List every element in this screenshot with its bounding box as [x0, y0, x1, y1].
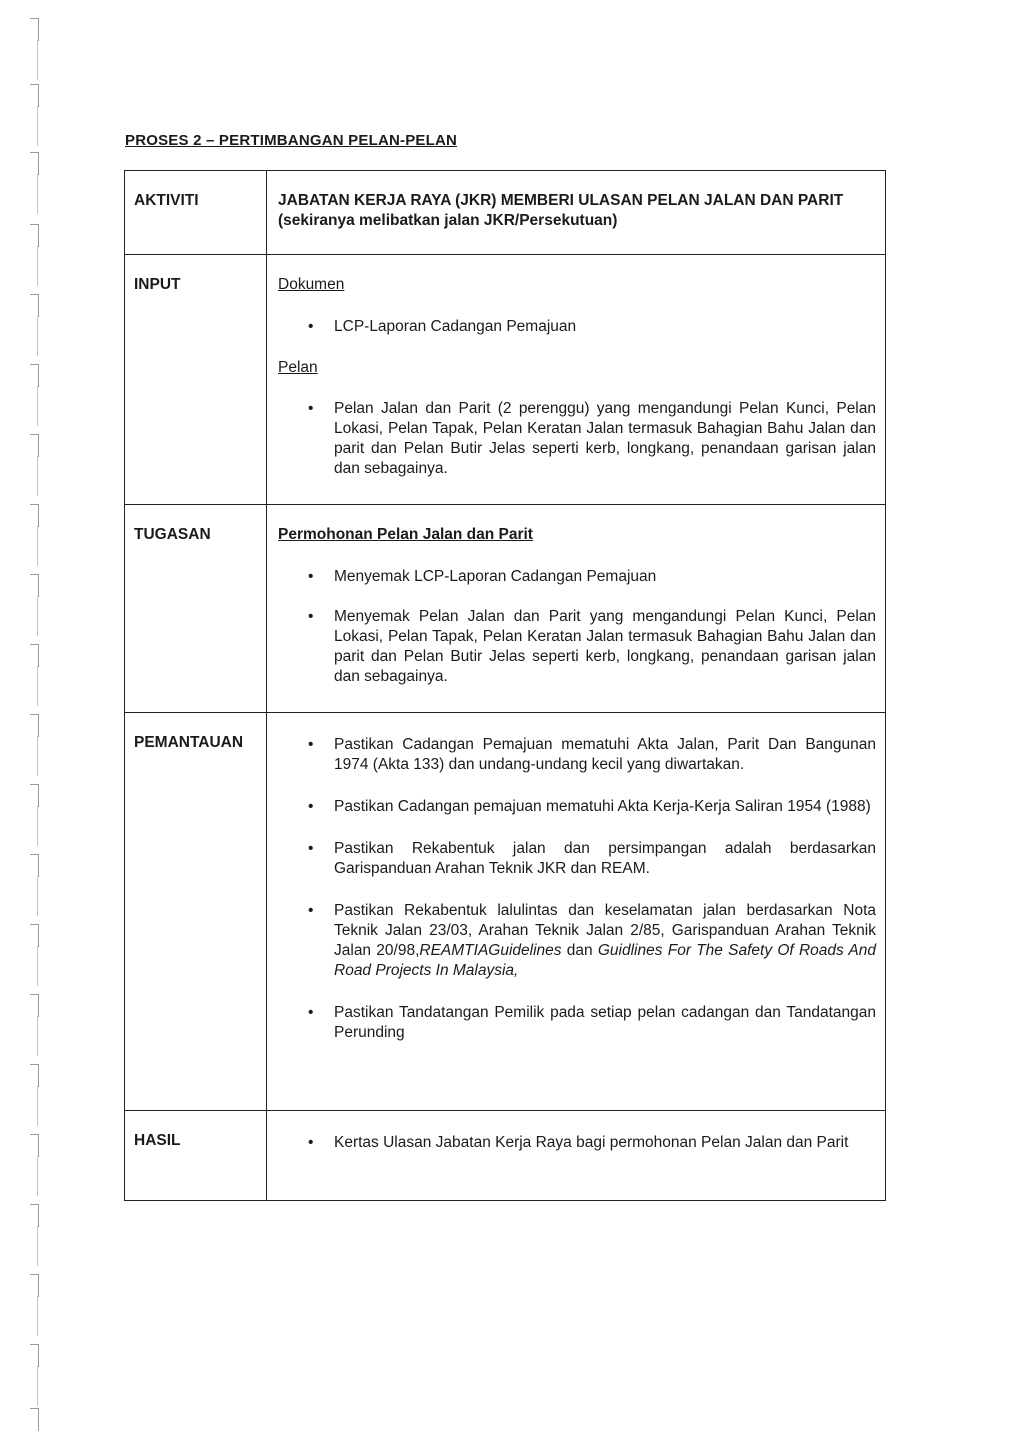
- binder-line: [37, 806, 38, 846]
- table-row-pemantauan: [125, 713, 886, 1111]
- binder-mark: [30, 294, 39, 317]
- binder-mark: [30, 84, 39, 107]
- binder-mark: [30, 994, 39, 1017]
- page-title: PROSES 2 – PERTIMBANGAN PELAN-PELAN: [125, 132, 458, 149]
- binder-line: [37, 40, 38, 80]
- binder-mark: [30, 152, 39, 175]
- binder-line: [37, 386, 38, 426]
- binder-mark: [30, 504, 39, 527]
- binder-mark: [30, 1344, 39, 1367]
- row-label: INPUT: [125, 255, 267, 505]
- list-item-italic-text: Guidlines For The Safety Of Roads And Road Projects In Malaysia,: [334, 942, 876, 979]
- binder-mark: [30, 1408, 39, 1431]
- list-item: • Pastikan Rekabentuk jalan dan persimpangan adalah berdasarkan Garispanduan Arahan Teknik JKR dan REAM.: [334, 839, 876, 879]
- table-row-tugasan: [125, 505, 886, 713]
- binder-mark: [30, 1274, 39, 1297]
- list-item-text: Pastikan Rekabentuk lalulintas dan keselamatan jalan berdasarkan Nota Teknik Jalan 23/03, Arahan Teknik Jalan 2/85, Garispanduan Arahan Teknik Jalan 20/98,: [334, 902, 876, 959]
- binder-line: [37, 1296, 38, 1336]
- binder-line: [37, 946, 38, 986]
- activity-description: JABATAN KERJA RAYA (JKR) MEMBERI ULASAN PELAN JALAN DAN PARIT (sekiranya melibatkan jalan JKR/Persekutuan): [278, 192, 844, 229]
- list-item-text: dan: [561, 942, 598, 959]
- binder-line: [37, 106, 38, 146]
- list-item: • Kertas Ulasan Jabatan Kerja Raya bagi permohonan Pelan Jalan dan Parit: [334, 1133, 876, 1153]
- section-title: Dokumen: [278, 276, 345, 293]
- row-content: [267, 713, 886, 1111]
- row-label: AKTIVITI: [125, 171, 267, 255]
- binder-mark: [30, 1064, 39, 1087]
- row-label: TUGASAN: [125, 505, 267, 713]
- process-table: [124, 170, 886, 1201]
- binder-mark: [30, 224, 39, 247]
- section-title: Permohonan Pelan Jalan dan Parit: [278, 526, 533, 543]
- binder-mark: [30, 924, 39, 947]
- list-item-italic-text: REAMTIAGuidelines: [419, 942, 562, 959]
- binder-mark: [30, 18, 39, 41]
- list-item: • Menyemak LCP-Laporan Cadangan Pemajuan: [334, 567, 876, 587]
- binder-line: [37, 1086, 38, 1126]
- binder-line: [37, 1366, 38, 1406]
- row-content: [267, 1111, 886, 1201]
- binder-line: [37, 666, 38, 706]
- table-row-aktiviti: [125, 171, 886, 255]
- row-content: [267, 505, 886, 713]
- binder-line: [37, 1016, 38, 1056]
- binder-mark: [30, 434, 39, 457]
- list-item: • Pastikan Tandatangan Pemilik pada setiap pelan cadangan dan Tandatangan Perunding: [334, 1003, 876, 1043]
- item-list: [278, 567, 876, 687]
- binder-line: [37, 316, 38, 356]
- section-title: Pelan: [278, 359, 318, 376]
- list-item: • Pelan Jalan dan Parit (2 perenggu) yang mengandungi Pelan Kunci, Pelan Lokasi, Pelan Tapak, Pelan Keratan Jalan termasuk Bahagian Bahu Jalan dan parit dan Pelan Butir Jelas seperti kerb, longkang, penandaan garisan jalan dan sebagainya.: [334, 399, 876, 479]
- list-item: • Pastikan Cadangan Pemajuan mematuhi Akta Jalan, Parit Dan Bangunan 1974 (Akta 133) dan undang-undang kecil yang diwartakan.: [334, 735, 876, 775]
- binder-line: [37, 174, 38, 214]
- binder-line: [37, 246, 38, 286]
- table-row-input: [125, 255, 886, 505]
- item-list: [278, 399, 876, 479]
- binder-line: [37, 1156, 38, 1196]
- row-label: PEMANTAUAN: [125, 713, 267, 1111]
- binder-mark: [30, 644, 39, 667]
- binder-mark: [30, 854, 39, 877]
- table-row-hasil: [125, 1111, 886, 1201]
- binder-line: [37, 1226, 38, 1266]
- binder-mark: [30, 1134, 39, 1157]
- binder-line: [37, 596, 38, 636]
- list-item: [334, 901, 876, 981]
- item-list: [278, 735, 876, 1043]
- binder-line: [37, 736, 38, 776]
- list-item: • Menyemak Pelan Jalan dan Parit yang mengandungi Pelan Kunci, Pelan Lokasi, Pelan Tapak, Pelan Keratan Jalan termasuk Bahagian Bahu Jalan dan parit dan Pelan Butir Jelas seperti kerb, longkang, penandaan garisan jalan dan sebagainya.: [334, 607, 876, 687]
- binder-mark: [30, 574, 39, 597]
- row-label: HASIL: [125, 1111, 267, 1201]
- row-content: [267, 171, 886, 255]
- binder-mark: [30, 784, 39, 807]
- list-item: • LCP-Laporan Cadangan Pemajuan: [334, 317, 876, 337]
- item-list: [278, 1133, 876, 1153]
- row-content: [267, 255, 886, 505]
- item-list: [278, 317, 876, 337]
- binder-line: [37, 876, 38, 916]
- binder-mark: [30, 714, 39, 737]
- binder-line: [37, 526, 38, 566]
- list-item: • Pastikan Cadangan pemajuan mematuhi Akta Kerja-Kerja Saliran 1954 (1988): [334, 797, 876, 817]
- binder-line: [37, 456, 38, 496]
- binder-mark: [30, 364, 39, 387]
- binder-mark: [30, 1204, 39, 1227]
